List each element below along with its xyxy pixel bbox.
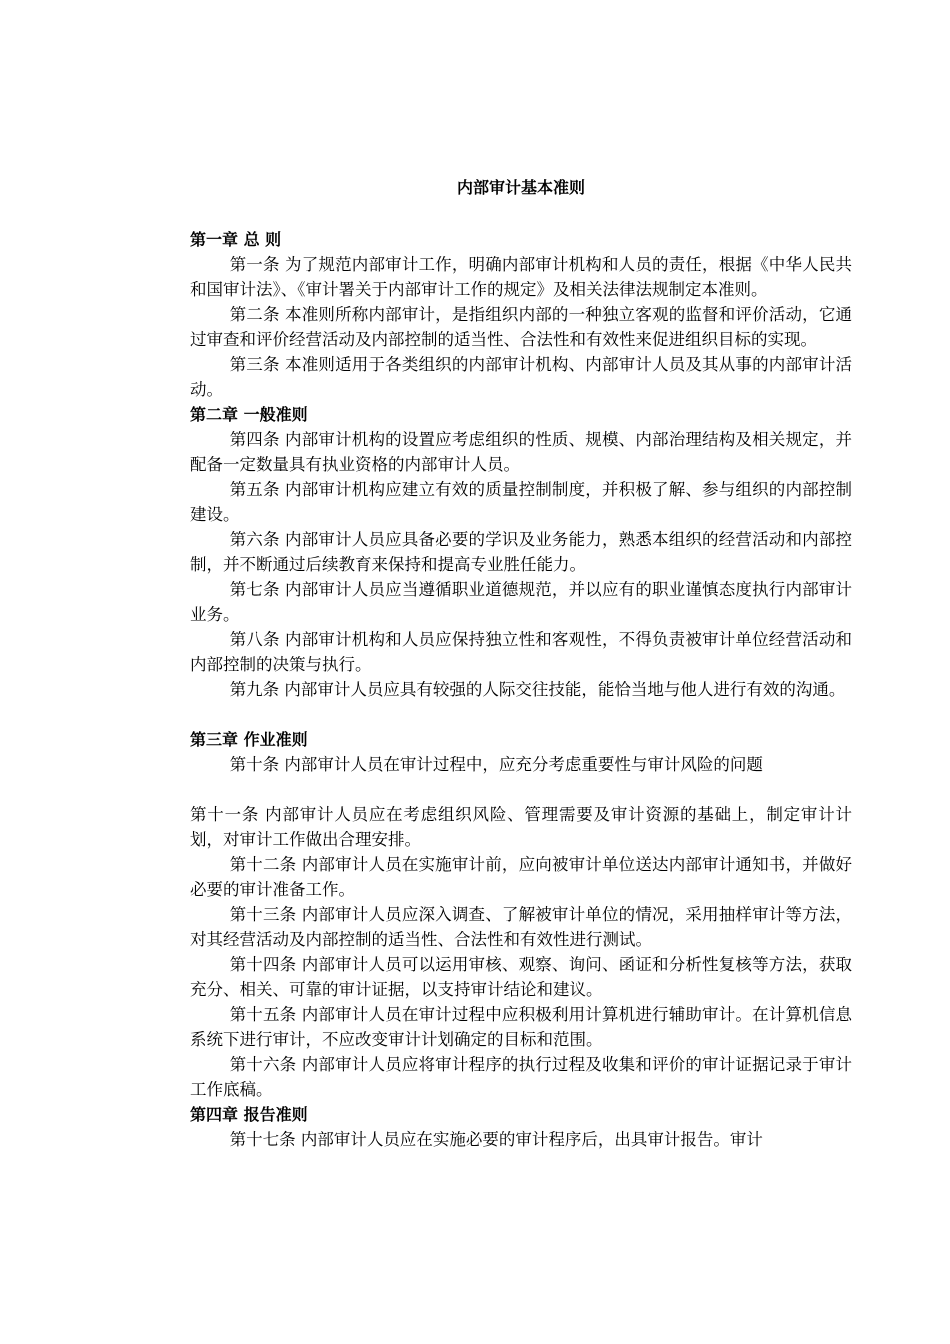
article-paragraph: 第四条 内部审计机构的设置应考虑组织的性质、规模、内部治理结构及相关规定，并配备一定数量具有执业资格的内部审计人员。 bbox=[190, 430, 852, 474]
article-paragraph: 第二条 本准则所称内部审计，是指组织内部的一种独立客观的监督和评价活动，它通过审查和评价经营活动及内部控制的适当性、合法性和有效性来促进组织目标的实现。 bbox=[190, 305, 852, 349]
document-title: 内部审计基本准则 bbox=[456, 178, 585, 197]
article-paragraph: 第十四条 内部审计人员可以运用审核、观察、询问、函证和分析性复核等方法，获取充分、相关、可靠的审计证据，以支持审计结论和建议。 bbox=[190, 955, 852, 999]
article-paragraph: 第七条 内部审计人员应当遵循职业道德规范，并以应有的职业谨慎态度执行内部审计业务。 bbox=[190, 580, 852, 624]
article-paragraph: 第五条 内部审计机构应建立有效的质量控制制度，并积极了解、参与组织的内部控制建设。 bbox=[190, 480, 852, 524]
document-page bbox=[190, 175, 852, 1152]
article-paragraph: 第十六条 内部审计人员应将审计程序的执行过程及收集和评价的审计证据记录于审计工作底稿。 bbox=[190, 1055, 852, 1099]
article-paragraph: 第九条 内部审计人员应具有较强的人际交往技能，能恰当地与他人进行有效的沟通。 bbox=[229, 680, 846, 699]
article-paragraph: 第十二条 内部审计人员在实施审计前，应向被审计单位送达内部审计通知书，并做好必要的审计准备工作。 bbox=[190, 855, 852, 899]
article-paragraph: 第三条 本准则适用于各类组织的内部审计机构、内部审计人员及其从事的内部审计活动。 bbox=[190, 355, 852, 399]
article-paragraph: 第十七条 内部审计人员应在实施必要的审计程序后，出具审计报告。审计 bbox=[229, 1130, 763, 1149]
chapter-heading: 第三章 作业准则 bbox=[190, 730, 308, 749]
article-paragraph: 第八条 内部审计机构和人员应保持独立性和客观性，不得负责被审计单位经营活动和内部控制的决策与执行。 bbox=[190, 630, 852, 674]
chapter-heading: 第一章 总 则 bbox=[190, 230, 282, 249]
blank-line bbox=[190, 777, 852, 802]
article-paragraph: 第十条 内部审计人员在审计过程中，应充分考虑重要性与审计风险的问题 bbox=[229, 755, 763, 774]
chapter-heading: 第二章 一般准则 bbox=[190, 405, 308, 424]
article-paragraph: 第十三条 内部审计人员应深入调查、了解被审计单位的情况，采用抽样审计等方法，对其经营活动及内部控制的适当性、合法性和有效性进行测试。 bbox=[190, 905, 852, 949]
article-paragraph: 第一条 为了规范内部审计工作，明确内部审计机构和人员的责任，根据《中华人民共和国审计法》、《审计署关于内部审计工作的规定》及相关法律法规制定本准则。 bbox=[190, 255, 852, 299]
article-paragraph: 第六条 内部审计人员应具备必要的学识及业务能力，熟悉本组织的经营活动和内部控制，并不断通过后续教育来保持和提高专业胜任能力。 bbox=[190, 530, 852, 574]
article-paragraph: 第十五条 内部审计人员在审计过程中应积极利用计算机进行辅助审计。在计算机信息系统下进行审计，不应改变审计计划确定的目标和范围。 bbox=[190, 1005, 852, 1049]
article-paragraph: 第十一条 内部审计人员应在考虑组织风险、管理需要及审计资源的基础上，制定审计计划，对审计工作做出合理安排。 bbox=[190, 805, 852, 849]
blank-line bbox=[190, 702, 852, 727]
chapter-heading: 第四章 报告准则 bbox=[190, 1105, 308, 1124]
